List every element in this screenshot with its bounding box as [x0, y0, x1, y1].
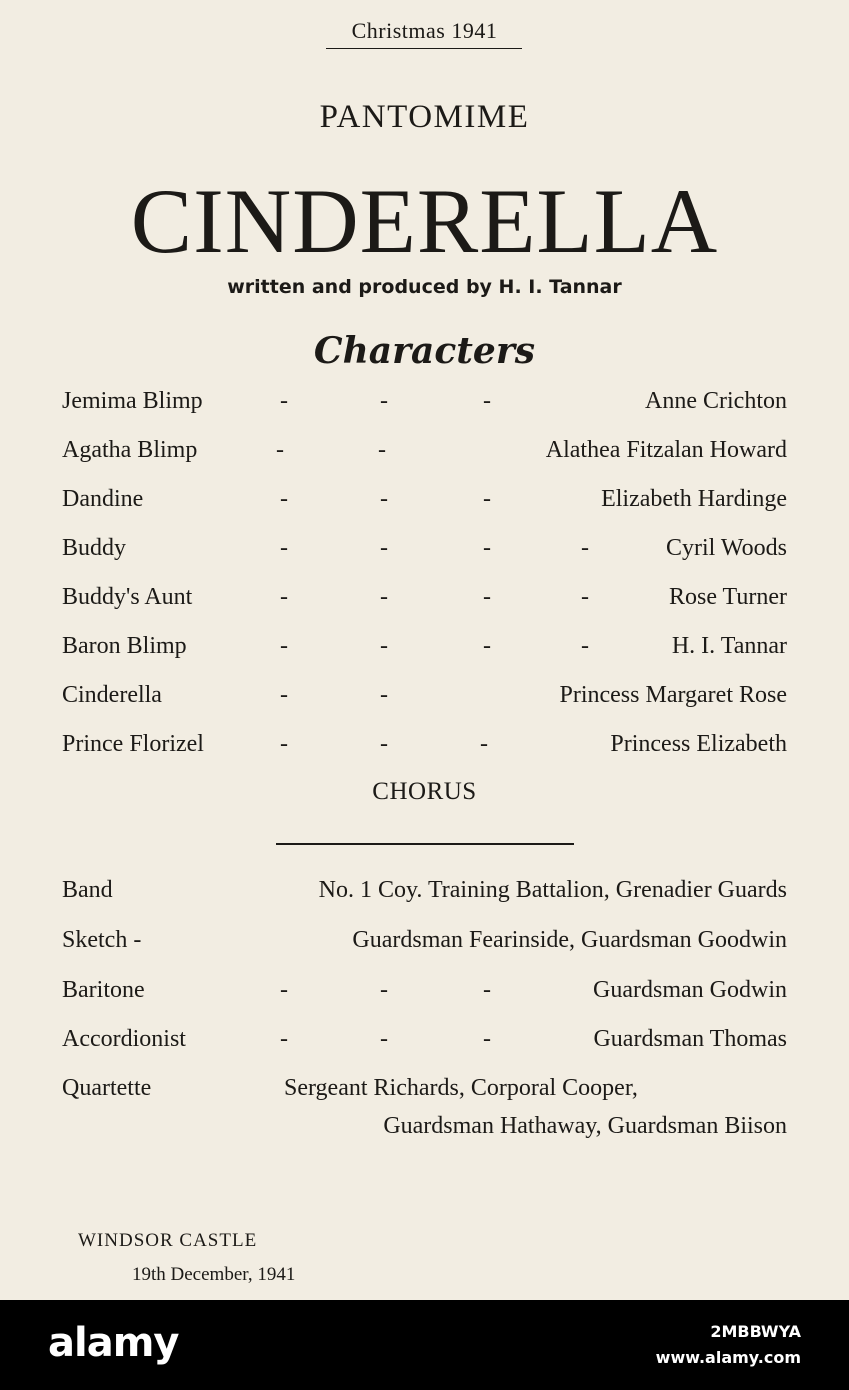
section-divider: [276, 843, 574, 845]
cast-actor: Alathea Fitzalan Howard: [545, 437, 787, 463]
dash-separator: -: [380, 1026, 388, 1052]
dash-separator: -: [380, 584, 388, 610]
dash-separator: -: [280, 977, 288, 1003]
dash-separator: -: [581, 535, 589, 561]
dash-separator: -: [581, 633, 589, 659]
cast-actor: Princess Elizabeth: [610, 731, 787, 757]
music-role: Band: [62, 877, 113, 903]
pantomime-label: PANTOMIME: [319, 99, 530, 135]
music-role: Baritone: [62, 977, 145, 1003]
dash-separator: -: [280, 486, 288, 512]
dash-separator: -: [380, 633, 388, 659]
cast-role: Jemima Blimp: [62, 388, 203, 414]
music-performers: No. 1 Coy. Training Battalion, Grenadier Guards: [318, 877, 787, 903]
image-id: 2MBBWYA: [710, 1322, 801, 1341]
music-role: Sketch -: [62, 927, 142, 953]
dash-separator: -: [378, 437, 386, 463]
venue: WINDSOR CASTLE: [78, 1230, 258, 1251]
cast-actor: Anne Crichton: [645, 388, 787, 414]
dash-separator: -: [380, 388, 388, 414]
watermark-bar: [0, 1300, 849, 1390]
dash-separator: -: [276, 437, 284, 463]
cast-role: Agatha Blimp: [62, 437, 198, 463]
cast-actor: Cyril Woods: [666, 535, 787, 561]
dash-separator: -: [483, 1026, 491, 1052]
cast-actor: Elizabeth Hardinge: [601, 486, 787, 512]
cast-role: Cinderella: [62, 682, 162, 708]
dash-separator: -: [480, 731, 488, 757]
header-underline: [326, 48, 522, 49]
music-performers: Sergeant Richards, Corporal Cooper,: [284, 1075, 638, 1101]
music-performers: Guardsman Thomas: [593, 1026, 787, 1052]
dash-separator: -: [280, 535, 288, 561]
cast-role: Buddy: [62, 535, 127, 561]
dash-separator: -: [380, 486, 388, 512]
chorus-heading: CHORUS: [372, 778, 477, 805]
header-date: Christmas 1941: [351, 18, 498, 43]
music-role: Accordionist: [62, 1026, 186, 1052]
dash-separator: -: [483, 388, 491, 414]
source-url: www.alamy.com: [655, 1348, 801, 1367]
cast-role: Dandine: [62, 486, 144, 512]
dash-separator: -: [280, 731, 288, 757]
dash-separator: -: [380, 977, 388, 1003]
page-title: CINDERELLA: [130, 170, 719, 272]
dash-separator: -: [280, 682, 288, 708]
music-performers: Guardsman Godwin: [593, 977, 787, 1003]
cast-actor: H. I. Tannar: [671, 633, 787, 659]
dash-separator: -: [380, 682, 388, 708]
music-performers: Guardsman Hathaway, Guardsman Biison: [383, 1113, 787, 1139]
cast-role: Baron Blimp: [62, 633, 187, 659]
music-role: Quartette: [62, 1075, 152, 1101]
dash-separator: -: [280, 388, 288, 414]
dash-separator: -: [380, 535, 388, 561]
cast-role: Buddy's Aunt: [62, 584, 193, 610]
performance-date: 19th December, 1941: [132, 1264, 296, 1285]
alamy-logo: alamy: [48, 1320, 179, 1366]
dash-separator: -: [483, 584, 491, 610]
dash-separator: -: [280, 1026, 288, 1052]
cast-actor: Princess Margaret Rose: [559, 682, 787, 708]
dash-separator: -: [483, 977, 491, 1003]
characters-heading: Characters: [313, 330, 536, 372]
music-performers: Guardsman Fearinside, Guardsman Goodwin: [352, 927, 787, 953]
credit-line: written and produced by H. I. Tannar: [227, 276, 622, 298]
dash-separator: -: [483, 486, 491, 512]
dash-separator: -: [280, 584, 288, 610]
dash-separator: -: [581, 584, 589, 610]
cast-role: Prince Florizel: [62, 731, 204, 757]
dash-separator: -: [380, 731, 388, 757]
dash-separator: -: [483, 633, 491, 659]
dash-separator: -: [280, 633, 288, 659]
dash-separator: -: [483, 535, 491, 561]
cast-actor: Rose Turner: [668, 584, 787, 610]
